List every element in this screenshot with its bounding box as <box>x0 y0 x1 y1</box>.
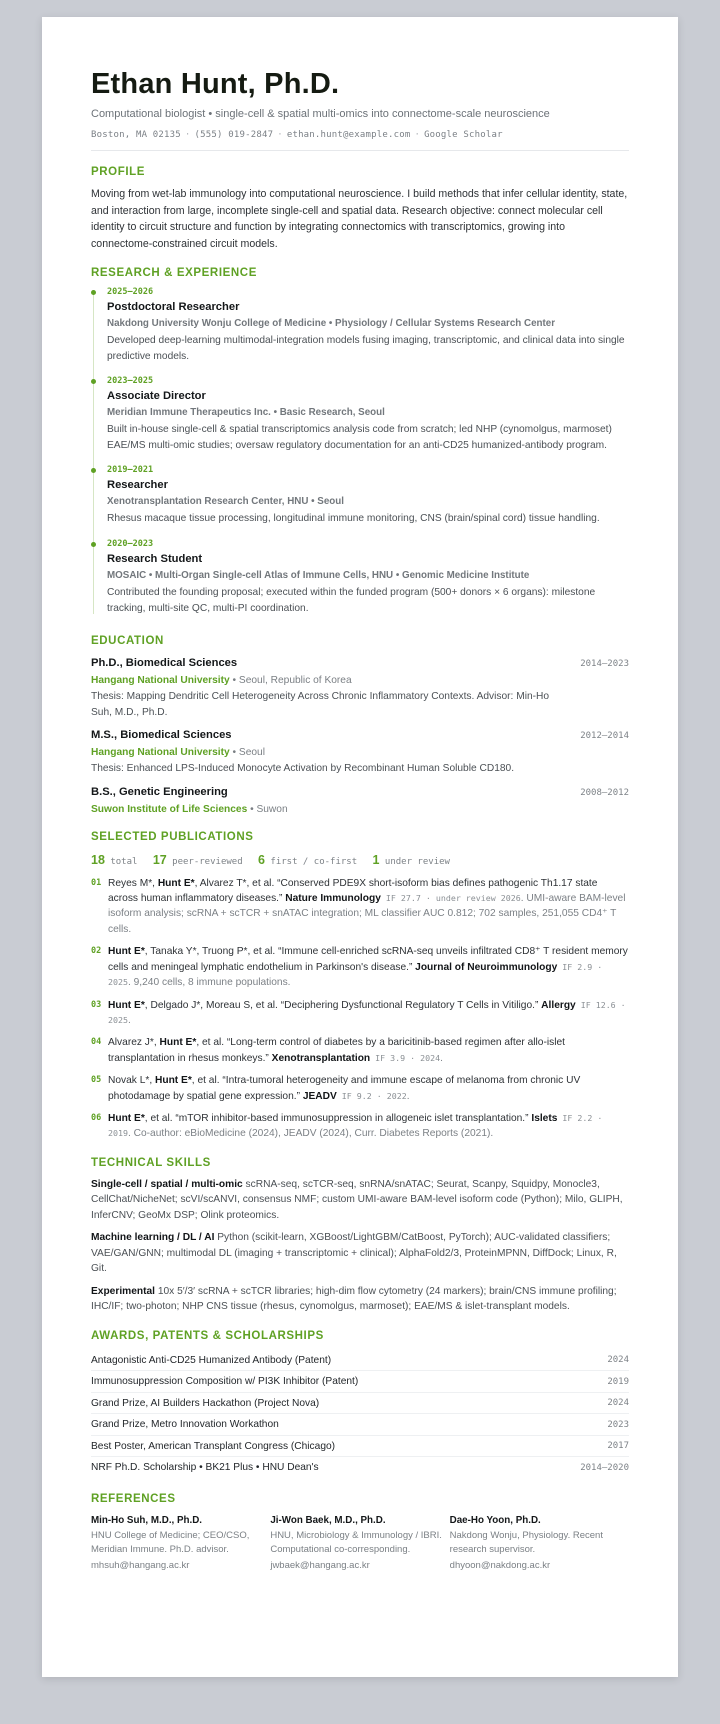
experience-desc: Developed deep-learning multimodal-integration models fusing imaging, transcriptomic, and clinical data into single predictive models. <box>107 335 625 362</box>
award-row <box>91 1350 629 1372</box>
reference-email[interactable]: jwbaek@hangang.ac.kr <box>270 1559 370 1571</box>
experience-title: Postdoctoral Researcher <box>107 301 240 313</box>
publication-authors: Reyes M*, <box>108 877 158 889</box>
award-name: Grand Prize, AI Builders Hackathon (Project Nova) <box>91 1397 320 1409</box>
publication-number: 06 <box>91 1112 102 1123</box>
publication-self-author: Hunt E* <box>157 877 195 889</box>
publication-journal: Allergy <box>541 999 576 1011</box>
publication-title: “mTOR inhibitor-based immunosuppression in allogeneic islet transplantation.” <box>175 1112 532 1124</box>
education-years: 2012–2014 <box>580 731 629 742</box>
award-row <box>91 1414 629 1436</box>
education-location: • Suwon <box>247 803 288 815</box>
publication-meta: IF 3.9 · 2024 <box>370 1052 441 1063</box>
experience-title: Research Student <box>107 552 203 565</box>
reference-name: Min-Ho Suh, M.D., Ph.D. <box>91 1514 203 1526</box>
publication-number: 05 <box>91 1075 102 1086</box>
experience-item <box>93 287 629 364</box>
publication-meta: IF 27.7 · under review 2026 <box>380 893 521 904</box>
header-divider <box>91 150 629 151</box>
section-heading-education: EDUCATION <box>91 635 164 648</box>
publication-item <box>91 1111 629 1142</box>
publication-note: . Co-author: eBioMedicine (2024), JEADV (2024), Curr. Diabetes Reports (2021). <box>127 1128 494 1140</box>
skill-group <box>91 1177 629 1224</box>
reference-email[interactable]: mhsuh@hangang.ac.kr <box>91 1559 190 1571</box>
contact-line <box>91 129 629 141</box>
education-school-line <box>91 673 629 688</box>
education-item <box>91 728 629 777</box>
award-year: 2017 <box>607 1441 629 1451</box>
education-item <box>91 785 629 817</box>
stat-number: 6 <box>258 852 265 867</box>
publication-meta: IF 12.6 · 2025 <box>108 999 626 1025</box>
reference-desc: HNU, Microbiology & Immunology / IBRI. Computational co-corresponding. <box>270 1529 442 1556</box>
reference-name: Ji-Won Baek, M.D., Ph.D. <box>270 1514 386 1526</box>
section-heading-awards: AWARDS, PATENTS & SCHOLARSHIPS <box>91 1329 324 1342</box>
reference-email[interactable]: dhyoon@nakdong.ac.kr <box>449 1559 551 1571</box>
experience-item <box>93 465 629 527</box>
candidate-name: Ethan Hunt, Ph.D. <box>91 68 340 100</box>
education-degree: B.S., Genetic Engineering <box>91 785 228 798</box>
experience-title: Researcher <box>107 479 168 492</box>
profile-text: Moving from wet-lab immunology into computational neuroscience. I build methods that infer cellular identity, state, and interaction from large, incomplete single-cell and spatial data. Research objective: connect molecular cell identity to circuit structure and function by integrating connectomics with transcriptomics, growing into connectome-constrained circuit models. <box>91 188 628 250</box>
education-years: 2014–2023 <box>580 659 629 670</box>
reference-name: Dae-Ho Yoon, Ph.D. <box>449 1514 541 1526</box>
experience-timeline <box>93 287 629 616</box>
stat-number: 1 <box>372 852 380 867</box>
contact-phone[interactable]: (555) 019-2847 <box>194 130 274 140</box>
publication-note: . 9,240 cells, 8 immune populations. <box>127 977 291 989</box>
stat-number: 17 <box>152 852 167 867</box>
experience-title: Associate Director <box>107 390 206 403</box>
publication-self-author: Hunt E* <box>155 1075 192 1087</box>
publication-note: . <box>440 1052 443 1064</box>
section-heading-experience: RESEARCH & EXPERIENCE <box>91 267 257 279</box>
reference-item <box>450 1514 629 1574</box>
publication-self-author: Hunt E* <box>159 1037 197 1049</box>
education-school: Hangang National University <box>91 675 230 687</box>
publication-authors-rest: , Delgado J*, Moreau S, et al. <box>144 999 281 1011</box>
publication-meta: IF 2.9 · 2025 <box>108 961 603 988</box>
skill-label: Machine learning / DL / AI <box>91 1232 215 1244</box>
publication-number: 02 <box>91 946 102 957</box>
reference-desc: HNU College of Medicine; CEO/CSO, Meridian Immune. Ph.D. advisor. <box>91 1529 250 1556</box>
experience-date: 2025–2026 <box>107 287 154 297</box>
publication-title: “Conserved PDE9X short-isoform bias defines pathogenic Th1.17 state across human inflammatory diseases.” <box>108 877 598 905</box>
experience-org: Xenotransplantation Research Center, HNU • Seoul <box>107 496 344 508</box>
publication-journal: JEADV <box>302 1090 337 1102</box>
skill-label: Single-cell / spatial / multi-omic <box>91 1178 243 1190</box>
award-row <box>91 1436 629 1458</box>
references-list <box>91 1514 629 1574</box>
contact-separator: · <box>414 130 421 140</box>
publication-item <box>91 876 629 938</box>
resume-content <box>91 67 629 1573</box>
publication-title: “Deciphering Dysfunctional Regulatory T Cells in Vitiligo.” <box>280 999 542 1011</box>
section-heading-skills: TECHNICAL SKILLS <box>91 1156 211 1169</box>
publication-authors: Alvarez J*, <box>108 1037 160 1049</box>
experience-org: Meridian Immune Therapeutics Inc. • Basic Research, Seoul <box>107 407 385 419</box>
stat-label: first / co-first <box>270 856 358 867</box>
education-school-line <box>91 802 629 817</box>
reference-desc: Nakdong Wonju, Physiology. Recent research supervisor. <box>449 1529 603 1556</box>
publication-self-author: Hunt E* <box>108 946 145 958</box>
skill-label: Experimental <box>91 1285 155 1297</box>
education-degree: Ph.D., Biomedical Sciences <box>91 657 238 670</box>
award-name: NRF Ph.D. Scholarship • BK21 Plus • HNU Dean's <box>91 1462 319 1473</box>
education-thesis: Thesis: Mapping Dendritic Cell Heterogeneity Across Chronic Inflammatory Contexts. Advisor: Min-Ho Suh, M.D., Ph.D. <box>91 691 550 718</box>
publication-journal: Nature Immunology <box>285 893 381 905</box>
award-name: Best Poster, American Transplant Congress (Chicago) <box>91 1440 336 1452</box>
publication-journal: Journal of Neuroimmunology <box>415 961 558 973</box>
experience-org: Nakdong University Wonju College of Medicine • Physiology / Cellular Systems Research Center <box>107 318 556 329</box>
stat-number: 18 <box>91 852 105 867</box>
award-year: 2019 <box>607 1376 629 1387</box>
experience-date: 2020–2023 <box>107 538 154 549</box>
award-row <box>91 1457 629 1478</box>
award-name: Immunosuppression Composition w/ PI3K Inhibitor (Patent) <box>91 1376 359 1387</box>
timeline-dot <box>91 542 96 547</box>
stat-label: under review <box>384 856 450 867</box>
skill-text: Python (scikit-learn, XGBoost/LightGBM/CatBoost, PyTorch); AUC-validated classifiers; VAE/GAN/GNN; multimodal DL (imaging + transcriptomic + clinical); AlphaFold2/3, ProteinMPNN, DiffDock; Linux, R, Git. <box>91 1232 617 1275</box>
education-thesis: Thesis: Enhanced LPS-Induced Monocyte Activation by Recombinant Human Soluble CD180. <box>91 763 515 775</box>
publication-authors-rest: , Tanaka Y*, Truong P*, et al. <box>144 946 279 958</box>
publication-self-author: Hunt E* <box>108 999 145 1011</box>
contact-separator: · <box>184 130 191 140</box>
publication-stats <box>91 853 629 869</box>
award-year: 2023 <box>607 1419 629 1430</box>
section-heading-profile: PROFILE <box>91 166 146 178</box>
contact-separator: · <box>277 130 283 140</box>
section-heading-publications: SELECTED PUBLICATIONS <box>91 830 254 843</box>
award-row <box>91 1371 629 1393</box>
publication-authors-rest: , et al. <box>144 1112 176 1124</box>
education-location: • Seoul, Republic of Korea <box>229 675 352 687</box>
experience-org: MOSAIC • Multi-Organ Single-cell Atlas of Immune Cells, HNU • Genomic Medicine Institute <box>107 569 530 581</box>
timeline-dot <box>91 379 96 384</box>
award-name: Grand Prize, Metro Innovation Workathon <box>91 1419 279 1430</box>
award-year: 2024 <box>607 1355 629 1365</box>
education-item <box>91 656 629 720</box>
publication-self-author: Hunt E* <box>108 1112 145 1124</box>
publication-number: 03 <box>91 999 102 1010</box>
experience-desc: Built in-house single-cell & spatial transcriptomics analysis code from scratch; led NHP (cynomolgus, marmoset) EAE/MS multi-omic studies; oversaw regulatory documentation for an anti-CD25 humanized-antibody program. <box>107 424 612 451</box>
section-heading-references: REFERENCES <box>91 1492 176 1505</box>
contact-location: Boston, MA 02135 <box>91 130 181 140</box>
timeline-dot <box>91 468 96 473</box>
resume-page <box>42 17 678 1677</box>
publication-authors-rest: , et al. <box>196 1037 227 1049</box>
education-school-line <box>91 745 629 760</box>
experience-desc: Contributed the founding proposal; executed within the funded program (500+ donors × 6 organs): milestone tracking, multi-site QC, multi-PI coordination. <box>107 586 596 614</box>
publication-title: “Immune cell-enriched scRNA-seq unveils infiltrated CD8⁺ T resident memory cells and meningeal lymphatic endothelium in Parkinson's disease.” <box>108 946 628 973</box>
skill-group <box>91 1284 629 1315</box>
experience-desc: Rhesus macaque tissue processing, longitudinal immune monitoring, CNS (brain/spinal cord) tissue handling. <box>107 513 600 525</box>
publication-authors-rest: , et al. <box>191 1075 223 1087</box>
publication-note: . <box>127 1014 131 1026</box>
education-years: 2008–2012 <box>580 787 629 798</box>
publication-journal: Xenotransplantation <box>271 1052 371 1064</box>
reference-item <box>91 1514 270 1574</box>
award-year: 2014–2020 <box>580 1462 629 1473</box>
skill-text: 10x 5′/3′ scRNA + scTCR libraries; high-dim flow cytometry (24 markers); brain/CNS immune profiling; IHC/IF; two-photon; NHP CNS tissue (rhesus, cynomolgus, marmoset); EAE/MS & islet-transplant models. <box>91 1285 617 1313</box>
skill-group <box>91 1230 629 1277</box>
education-school: Hangang National University <box>91 747 230 759</box>
publication-number: 04 <box>91 1037 102 1048</box>
education-location: • Seoul <box>229 747 265 759</box>
contact-email[interactable]: ethan.hunt@example.com <box>286 130 411 140</box>
tagline: Computational biologist • single-cell & spatial multi-omics into connectome-scale neuroscience <box>91 108 550 120</box>
experience-item <box>93 376 629 453</box>
timeline-dot <box>91 290 96 295</box>
google-scholar-link[interactable]: Google Scholar <box>424 130 503 140</box>
experience-date: 2019–2021 <box>107 465 154 476</box>
reference-item <box>270 1514 449 1574</box>
skill-text: scRNA-seq, scTCR-seq, snRNA/snATAC; Seurat, Scanpy, Squidpy, Monocle3, CellChat/NicheNet; scVI/scANVI, consensus NMF; custom UMI-aware BAM-level isoform code (Python); Milo, GLIPH, InferCNV; GeoMx DSP; Olink proteomics. <box>91 1178 623 1221</box>
experience-date: 2023–2025 <box>107 376 154 387</box>
publication-number: 01 <box>91 877 102 888</box>
publication-item <box>91 1035 629 1066</box>
publication-note: . UMI-aware BAM-level isoform analysis; scRNA + scTCR + snATAC integration; ML classifier AUC 0.812; 702 samples, 251,055 CD4⁺ T cells. <box>108 893 626 935</box>
publication-authors: Novak L*, <box>108 1075 155 1087</box>
education-degree: M.S., Biomedical Sciences <box>91 729 232 742</box>
award-year: 2024 <box>607 1398 629 1408</box>
publication-meta: IF 2.2 · 2019 <box>108 1112 603 1139</box>
stat-label: peer-reviewed <box>172 856 243 867</box>
publication-item <box>91 1073 629 1104</box>
awards-list <box>91 1350 629 1478</box>
publication-title: “Long-term control of diabetes by a baricitinib-based regimen after allo-islet transplantation in rhesus monkeys.” <box>108 1037 565 1064</box>
experience-item <box>93 539 629 616</box>
education-school: Suwon Institute of Life Sciences <box>91 803 248 815</box>
stat-label: total <box>110 856 138 867</box>
award-row <box>91 1393 629 1415</box>
publication-authors-rest: , Alvarez T*, et al. <box>194 877 278 889</box>
award-name: Antagonistic Anti-CD25 Humanized Antibody (Patent) <box>91 1354 332 1366</box>
publication-journal: Islets <box>531 1112 558 1124</box>
publication-meta: IF 9.2 · 2022 <box>336 1090 407 1101</box>
publication-item <box>91 998 629 1029</box>
publication-note: . <box>406 1090 410 1102</box>
publication-title: “Intra-tumoral heterogeneity and immune escape of melanoma from chronic UV photodamage by spatial gene expression.” <box>108 1075 581 1102</box>
publication-item <box>91 944 629 990</box>
